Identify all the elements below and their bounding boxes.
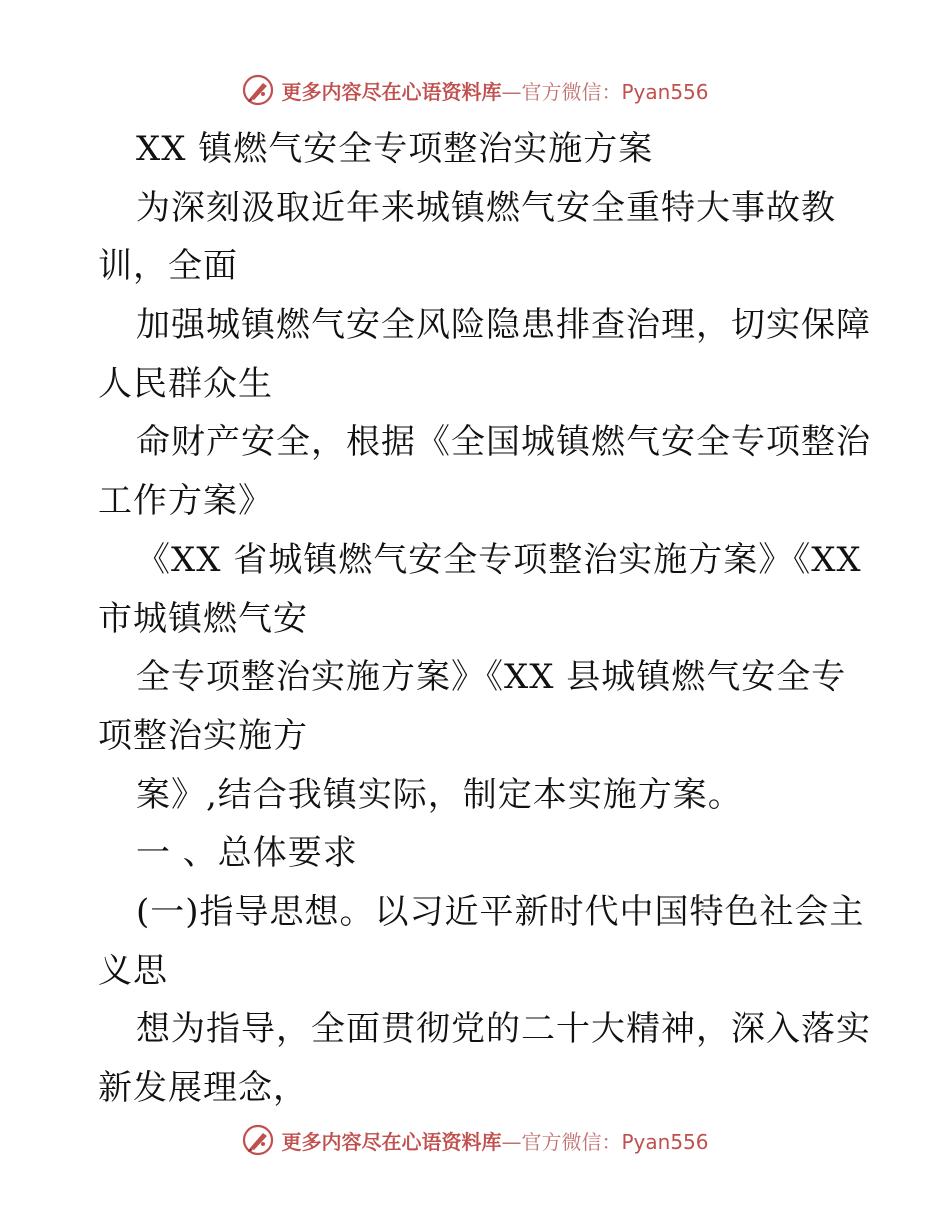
paragraph-line: 全专项整治实施方案》《XX 县城镇燃气安全专 xyxy=(136,657,847,698)
paragraph-line: 为深刻汲取近年来城镇燃气安全重特大事故教 xyxy=(136,187,836,228)
paragraph-line: 人民群众生 xyxy=(98,363,273,404)
paragraph-line: (一)指导思想。以习近平新时代中国特色社会主 xyxy=(136,891,865,932)
paragraph-line: 工作方案》 xyxy=(98,481,273,522)
page-header-banner xyxy=(0,70,950,110)
paragraph-line: 案》,结合我镇实际，制定本实施方案。 xyxy=(136,774,743,815)
paragraph-line: 义思 xyxy=(98,950,168,991)
page-footer-banner xyxy=(0,1120,950,1160)
paragraph-line: 命财产安全，根据《全国城镇燃气安全专项整治 xyxy=(136,422,871,463)
header-wechat-label: 官方微信： xyxy=(521,79,622,104)
paragraph-line: 加强城镇燃气安全风险隐患排查治理，切实保障 xyxy=(136,305,871,346)
document-body xyxy=(98,120,871,1118)
paragraph-line: 《XX 省城镇燃气安全专项整治实施方案》《XX xyxy=(136,539,862,580)
footer-banner-text xyxy=(281,1126,708,1155)
document-title: XX 镇燃气安全专项整治实施方案 xyxy=(136,129,654,169)
pen-logo-icon xyxy=(241,1123,275,1157)
paragraph-line: 新发展理念， xyxy=(98,1068,308,1108)
header-banner-text xyxy=(281,76,708,105)
paragraph-line: 项整治实施方 xyxy=(98,715,308,756)
footer-dash: — xyxy=(501,1129,522,1154)
footer-account: Pyan556 xyxy=(621,1129,709,1154)
footer-brand: 更多内容尽在心语资料库 xyxy=(281,1129,502,1154)
paragraph-line: 训，全面 xyxy=(98,246,238,287)
pen-logo-icon xyxy=(241,73,275,107)
footer-wechat-label: 官方微信： xyxy=(521,1129,622,1154)
header-dash: — xyxy=(501,79,522,104)
paragraph-line: 市城镇燃气安 xyxy=(98,598,308,639)
header-brand: 更多内容尽在心语资料库 xyxy=(281,79,502,104)
header-account: Pyan556 xyxy=(621,79,709,104)
section-heading: 一 、总体要求 xyxy=(136,833,358,874)
paragraph-line: 想为指导，全面贯彻党的二十大精神，深入落实 xyxy=(136,1009,871,1050)
